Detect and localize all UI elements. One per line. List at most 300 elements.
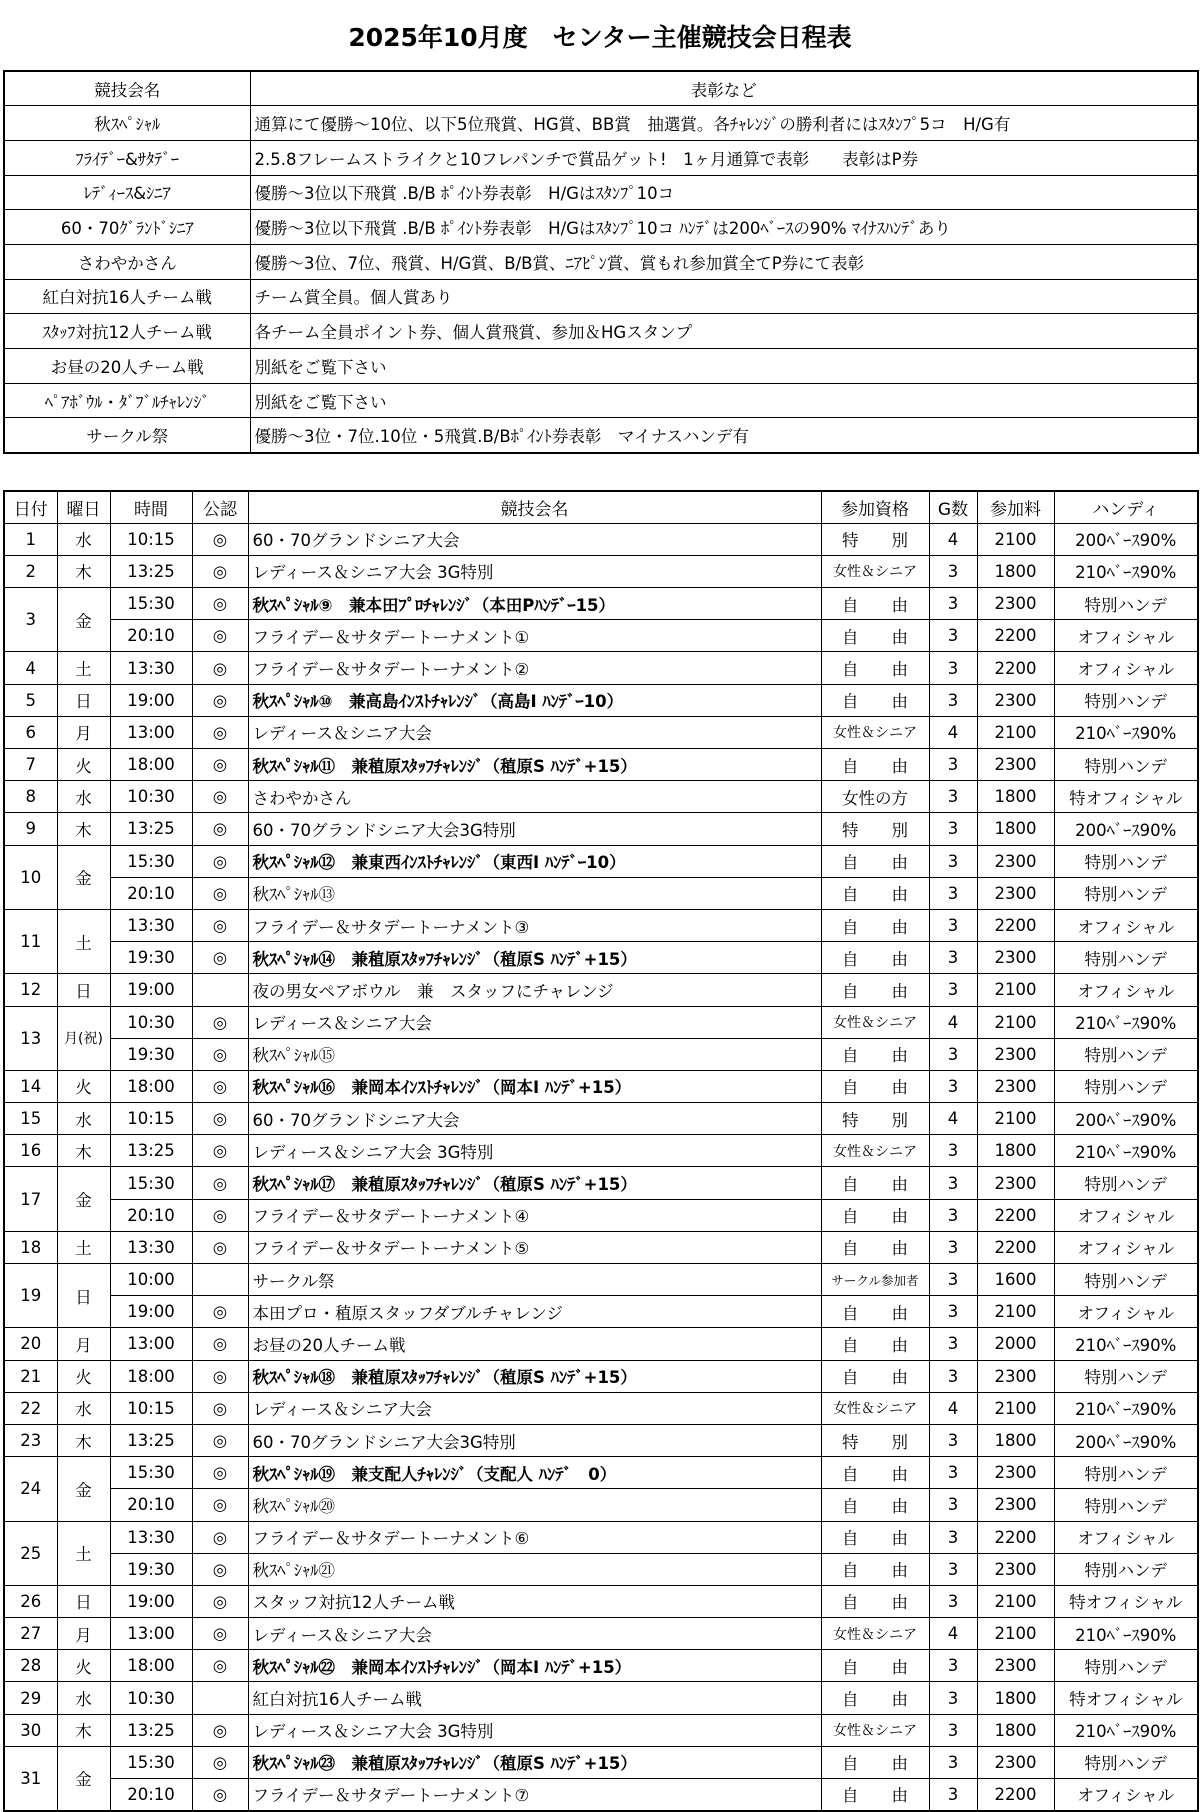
official-mark: ◎ [192,845,248,877]
official-mark: ◎ [192,1135,248,1167]
fee: 1800 [977,813,1054,845]
awards-row [4,244,1198,279]
award-description: 優勝～3位以下飛賞 .B/B ﾎﾟｲﾝﾄ券表彰 H/Gはｽﾀﾝﾌﾟ10コ ﾊﾝﾃﾞは200ﾍﾞｰｽの90% ﾏｲﾅｽﾊﾝﾃﾞあり [250,210,1198,245]
awards-row [4,106,1198,141]
event-name: 60・70グランドシニア大会 [248,1103,821,1135]
event-time: 13:25 [110,1714,192,1746]
fee: 2300 [977,1038,1054,1070]
handicap: 特別ハンデ [1054,588,1198,620]
event-time: 20:10 [110,877,192,909]
games: 3 [929,652,977,684]
day-of-week: 火 [57,1360,110,1392]
event-name: 秋ｽﾍﾟｼｬﾙ㉑ [248,1553,821,1585]
official-mark: ◎ [192,1650,248,1682]
handicap: 210ﾍﾞｰｽ90% [1054,716,1198,748]
day-of-week: 金 [57,588,110,652]
games: 3 [929,1746,977,1778]
day-date: 21 [4,1360,57,1392]
qualification: 自 由 [821,1521,929,1553]
official-mark [192,1682,248,1714]
handicap: 200ﾍﾞｰｽ90% [1054,1424,1198,1456]
schedule-row [4,1714,1198,1746]
awards-table [3,70,1199,454]
official-mark: ◎ [192,1618,248,1650]
qualification: 特 別 [821,523,929,555]
header-qualification: 参加資格 [821,491,929,523]
handicap: 210ﾍﾞｰｽ90% [1054,1714,1198,1746]
handicap: 210ﾍﾞｰｽ90% [1054,1006,1198,1038]
event-time: 19:00 [110,974,192,1006]
event-name: 秋ｽﾍﾟｼｬﾙ⑰ 兼稙原ｽﾀｯﾌﾁｬﾚﾝｼﾞ（稙原S ﾊﾝﾃﾞ+15） [248,1167,821,1199]
handicap: 特オフィシャル [1054,1585,1198,1617]
event-name: フライデー＆サタデートーナメント④ [248,1199,821,1231]
day-of-week: 水 [57,1103,110,1135]
qualification: 自 由 [821,1360,929,1392]
handicap: 特別ハンデ [1054,684,1198,716]
fee: 2300 [977,1650,1054,1682]
day-of-week: 金 [57,1167,110,1231]
fee: 1800 [977,1135,1054,1167]
day-of-week: 木 [57,1135,110,1167]
official-mark [192,974,248,1006]
fee: 2300 [977,684,1054,716]
qualification: 自 由 [821,1296,929,1328]
official-mark: ◎ [192,1199,248,1231]
fee: 2100 [977,523,1054,555]
official-mark: ◎ [192,942,248,974]
handicap: オフィシャル [1054,1779,1198,1811]
event-name: レディース＆シニア大会 [248,1392,821,1424]
qualification: 特 別 [821,813,929,845]
schedule-row [4,620,1198,652]
qualification: 自 由 [821,652,929,684]
qualification: 自 由 [821,1682,929,1714]
award-event-name: ﾍﾟｱﾎﾞｳﾙ・ﾀﾞﾌﾞﾙﾁｬﾚﾝｼﾞ [4,383,250,418]
games: 4 [929,1392,977,1424]
qualification: 自 由 [821,1553,929,1585]
fee: 2300 [977,845,1054,877]
official-mark: ◎ [192,652,248,684]
official-mark: ◎ [192,909,248,941]
event-name: レディース＆シニア大会 [248,1618,821,1650]
games: 3 [929,1070,977,1102]
award-event-name: 紅白対抗16人チーム戦 [4,279,250,314]
award-event-name: 秋ｽﾍﾟｼｬﾙ [4,106,250,141]
official-mark: ◎ [192,1038,248,1070]
schedule-row [4,1103,1198,1135]
games: 4 [929,1006,977,1038]
fee: 1800 [977,1682,1054,1714]
award-description: 2.5.8フレームストライクと10フレパンチで賞品ゲット! 1ヶ月通算で表彰 表彰はP券 [250,140,1198,175]
games: 3 [929,1264,977,1296]
day-date: 24 [4,1457,57,1521]
event-name: さわやかさん [248,781,821,813]
games: 3 [929,588,977,620]
day-of-week: 水 [57,781,110,813]
games: 3 [929,1682,977,1714]
header-date: 日付 [4,491,57,523]
event-time: 10:15 [110,1392,192,1424]
event-name: 秋ｽﾍﾟｼｬﾙ⑮ [248,1038,821,1070]
fee: 2300 [977,877,1054,909]
schedule-row [4,1167,1198,1199]
day-date: 10 [4,845,57,909]
fee: 2300 [977,1457,1054,1489]
qualification: 自 由 [821,942,929,974]
games: 3 [929,1585,977,1617]
fee: 1800 [977,555,1054,587]
games: 3 [929,1231,977,1263]
official-mark: ◎ [192,1521,248,1553]
official-mark: ◎ [192,877,248,909]
day-of-week: 火 [57,749,110,781]
fee: 2200 [977,1779,1054,1811]
event-time: 13:30 [110,1521,192,1553]
award-event-name: ﾚﾃﾞｨｰｽ&ｼﾆｱ [4,175,250,210]
page-title: 2025年10月度 センター主催競技会日程表 [348,23,852,52]
qualification: 自 由 [821,1746,929,1778]
schedule-row [4,1489,1198,1521]
event-name: レディース＆シニア大会 3G特別 [248,1135,821,1167]
day-date: 26 [4,1585,57,1617]
handicap: 210ﾍﾞｰｽ90% [1054,1328,1198,1360]
day-date: 16 [4,1135,57,1167]
day-of-week: 土 [57,1231,110,1263]
qualification: 自 由 [821,1070,929,1102]
games: 3 [929,1328,977,1360]
qualification: 女性＆シニア [821,1618,929,1650]
games: 3 [929,749,977,781]
official-mark: ◎ [192,813,248,845]
awards-header-name: 競技会名 [4,71,250,106]
event-name: 秋ｽﾍﾟｼｬﾙ⑬ [248,877,821,909]
qualification: 自 由 [821,1489,929,1521]
header-time: 時間 [110,491,192,523]
fee: 2200 [977,620,1054,652]
official-mark: ◎ [192,684,248,716]
fee: 2100 [977,1618,1054,1650]
award-event-name: サークル祭 [4,418,250,453]
games: 3 [929,1424,977,1456]
fee: 1800 [977,1714,1054,1746]
official-mark: ◎ [192,1167,248,1199]
qualification: 自 由 [821,909,929,941]
handicap: 210ﾍﾞｰｽ90% [1054,1135,1198,1167]
event-time: 13:00 [110,716,192,748]
handicap: 特別ハンデ [1054,1553,1198,1585]
games: 3 [929,813,977,845]
event-name: お昼の20人チーム戦 [248,1328,821,1360]
qualification: 女性＆シニア [821,555,929,587]
schedule-row [4,1585,1198,1617]
event-name: 秋ｽﾍﾟｼｬﾙ⑪ 兼稙原ｽﾀｯﾌﾁｬﾚﾝｼﾞ（稙原S ﾊﾝﾃﾞ+15） [248,749,821,781]
qualification: 女性＆シニア [821,1135,929,1167]
day-date: 30 [4,1714,57,1746]
schedule-row [4,684,1198,716]
qualification: 自 由 [821,1650,929,1682]
event-name: サークル祭 [248,1264,821,1296]
schedule-row [4,813,1198,845]
awards-row [4,279,1198,314]
fee: 1800 [977,781,1054,813]
awards-row [4,210,1198,245]
day-of-week: 月 [57,716,110,748]
event-time: 20:10 [110,620,192,652]
event-time: 13:30 [110,909,192,941]
official-mark: ◎ [192,1489,248,1521]
header-event: 競技会名 [248,491,821,523]
event-time: 10:15 [110,523,192,555]
games: 3 [929,1489,977,1521]
event-name: レディース＆シニア大会 3G特別 [248,1714,821,1746]
handicap: オフィシャル [1054,1521,1198,1553]
games: 3 [929,684,977,716]
header-handicap: ハンディ [1054,491,1198,523]
award-event-name: お昼の20人チーム戦 [4,349,250,384]
handicap: オフィシャル [1054,1231,1198,1263]
handicap: オフィシャル [1054,620,1198,652]
qualification: 自 由 [821,845,929,877]
games: 3 [929,1650,977,1682]
fee: 2300 [977,1489,1054,1521]
games: 3 [929,1167,977,1199]
handicap: 特オフィシャル [1054,1682,1198,1714]
qualification: 自 由 [821,1457,929,1489]
schedule-row [4,1779,1198,1811]
event-time: 15:30 [110,1457,192,1489]
schedule-row [4,1264,1198,1296]
games: 3 [929,1038,977,1070]
day-of-week: 日 [57,1264,110,1328]
official-mark: ◎ [192,555,248,587]
schedule-row [4,1457,1198,1489]
day-of-week: 金 [57,1457,110,1521]
day-date: 15 [4,1103,57,1135]
official-mark: ◎ [192,1553,248,1585]
event-time: 13:00 [110,1328,192,1360]
qualification: 特 別 [821,1103,929,1135]
schedule-header-row [4,491,1198,523]
day-of-week: 土 [57,652,110,684]
handicap: 特別ハンデ [1054,1167,1198,1199]
fee: 2300 [977,1360,1054,1392]
schedule-row [4,1360,1198,1392]
games: 3 [929,1779,977,1811]
event-name: 秋ｽﾍﾟｼｬﾙ⑫ 兼東西ｲﾝｽﾄﾁｬﾚﾝｼﾞ（東西I ﾊﾝﾃﾞｰ10） [248,845,821,877]
award-description: 優勝～3位・7位.10位・5飛賞.B/Bﾎﾟｲﾝﾄ券表彰 マイナスハンデ有 [250,418,1198,453]
schedule-row [4,974,1198,1006]
schedule-row [4,716,1198,748]
handicap: 特別ハンデ [1054,1264,1198,1296]
award-event-name: さわやかさん [4,244,250,279]
schedule-row [4,1296,1198,1328]
awards-row [4,418,1198,453]
schedule-row [4,1070,1198,1102]
day-date: 13 [4,1006,57,1070]
event-time: 13:00 [110,1618,192,1650]
official-mark: ◎ [192,749,248,781]
handicap: オフィシャル [1054,1296,1198,1328]
fee: 2100 [977,1103,1054,1135]
official-mark: ◎ [192,523,248,555]
qualification: 自 由 [821,974,929,1006]
fee: 2300 [977,942,1054,974]
qualification: 自 由 [821,684,929,716]
schedule-table [3,490,1199,1812]
fee: 2300 [977,1746,1054,1778]
qualification: 特 別 [821,1424,929,1456]
qualification: 自 由 [821,1585,929,1617]
official-mark: ◎ [192,620,248,652]
event-time: 15:30 [110,1167,192,1199]
award-description: 別紙をご覧下さい [250,349,1198,384]
event-name: 秋ｽﾍﾟｼｬﾙ⑨ 兼本田ﾌﾟﾛﾁｬﾚﾝｼﾞ（本田Pﾊﾝﾃﾞｰ15） [248,588,821,620]
event-time: 19:00 [110,684,192,716]
handicap: オフィシャル [1054,909,1198,941]
event-time: 15:30 [110,588,192,620]
fee: 2300 [977,1553,1054,1585]
event-time: 15:30 [110,1746,192,1778]
fee: 2000 [977,1328,1054,1360]
official-mark: ◎ [192,1006,248,1038]
schedule-row [4,1199,1198,1231]
event-time: 10:30 [110,1682,192,1714]
day-date: 5 [4,684,57,716]
day-date: 3 [4,588,57,652]
event-name: 60・70グランドシニア大会3G特別 [248,813,821,845]
event-name: 60・70グランドシニア大会 [248,523,821,555]
qualification: 女性の方 [821,781,929,813]
qualification: 女性＆シニア [821,716,929,748]
event-name: フライデー＆サタデートーナメント① [248,620,821,652]
event-name: 秋ｽﾍﾟｼｬﾙ⑯ 兼岡本ｲﾝｽﾄﾁｬﾚﾝｼﾞ（岡本I ﾊﾝﾃﾞ+15） [248,1070,821,1102]
day-date: 8 [4,781,57,813]
event-name: 秋ｽﾍﾟｼｬﾙ⑳ [248,1489,821,1521]
games: 4 [929,1618,977,1650]
award-description: 各チーム全員ポイント券、個人賞飛賞、参加＆HGスタンプ [250,314,1198,349]
day-of-week: 木 [57,555,110,587]
schedule-row [4,588,1198,620]
event-time: 10:30 [110,1006,192,1038]
event-name: 秋ｽﾍﾟｼｬﾙ⑱ 兼稙原ｽﾀｯﾌﾁｬﾚﾝｼﾞ（稙原S ﾊﾝﾃﾞ+15） [248,1360,821,1392]
games: 3 [929,974,977,1006]
schedule-row [4,845,1198,877]
event-time: 10:15 [110,1103,192,1135]
games: 3 [929,1553,977,1585]
qualification: 自 由 [821,1199,929,1231]
official-mark: ◎ [192,1070,248,1102]
fee: 1600 [977,1264,1054,1296]
day-date: 25 [4,1521,57,1585]
handicap: オフィシャル [1054,652,1198,684]
event-time: 19:00 [110,1296,192,1328]
handicap: 210ﾍﾞｰｽ90% [1054,1392,1198,1424]
fee: 2300 [977,588,1054,620]
header-dow: 曜日 [57,491,110,523]
event-name: フライデー＆サタデートーナメント② [248,652,821,684]
official-mark: ◎ [192,1424,248,1456]
schedule-row [4,942,1198,974]
schedule-row [4,1650,1198,1682]
day-of-week: 日 [57,684,110,716]
schedule-row [4,1231,1198,1263]
games: 3 [929,942,977,974]
games: 3 [929,620,977,652]
day-date: 23 [4,1424,57,1456]
handicap: 200ﾍﾞｰｽ90% [1054,523,1198,555]
day-of-week: 金 [57,845,110,909]
schedule-row [4,652,1198,684]
qualification: サークル参加者 [821,1264,929,1296]
event-name: フライデー＆サタデートーナメント③ [248,909,821,941]
award-description: 通算にて優勝～10位、以下5位飛賞、HG賞、BB賞 抽選賞。各ﾁｬﾚﾝｼﾞの勝利者にはｽﾀﾝﾌﾟ5コ H/G有 [250,106,1198,141]
qualification: 女性＆シニア [821,1714,929,1746]
event-time: 20:10 [110,1779,192,1811]
event-name: 秋ｽﾍﾟｼｬﾙ⑲ 兼支配人ﾁｬﾚﾝｼﾞ（支配人 ﾊﾝﾃﾞ 0） [248,1457,821,1489]
official-mark: ◎ [192,1714,248,1746]
schedule-row [4,749,1198,781]
fee: 2100 [977,1296,1054,1328]
handicap: 特別ハンデ [1054,942,1198,974]
header-fee: 参加料 [977,491,1054,523]
day-date: 29 [4,1682,57,1714]
event-name: 紅白対抗16人チーム戦 [248,1682,821,1714]
fee: 2200 [977,1231,1054,1263]
event-name: 秋ｽﾍﾟｼｬﾙ⑭ 兼稙原ｽﾀｯﾌﾁｬﾚﾝｼﾞ（稙原S ﾊﾝﾃﾞ+15） [248,942,821,974]
event-name: 秋ｽﾍﾟｼｬﾙ⑩ 兼高島ｲﾝｽﾄﾁｬﾚﾝｼﾞ（高島I ﾊﾝﾃﾞｰ10） [248,684,821,716]
event-name: 本田プロ・稙原スタッフダブルチャレンジ [248,1296,821,1328]
qualification: 女性＆シニア [821,1392,929,1424]
handicap: オフィシャル [1054,974,1198,1006]
day-date: 7 [4,749,57,781]
official-mark: ◎ [192,1746,248,1778]
games: 3 [929,1296,977,1328]
fee: 2300 [977,749,1054,781]
qualification: 自 由 [821,877,929,909]
award-description: 別紙をご覧下さい [250,383,1198,418]
awards-header-row [4,71,1198,106]
award-description: 優勝～3位以下飛賞 .B/B ﾎﾟｲﾝﾄ券表彰 H/Gはｽﾀﾝﾌﾟ10コ [250,175,1198,210]
handicap: 210ﾍﾞｰｽ90% [1054,1618,1198,1650]
handicap: 特別ハンデ [1054,1038,1198,1070]
day-date: 17 [4,1167,57,1231]
games: 3 [929,877,977,909]
event-time: 19:30 [110,1038,192,1070]
event-name: レディース＆シニア大会 [248,1006,821,1038]
event-time: 13:25 [110,1424,192,1456]
official-mark: ◎ [192,1360,248,1392]
games: 4 [929,1103,977,1135]
day-date: 27 [4,1618,57,1650]
schedule-row [4,1682,1198,1714]
event-time: 18:00 [110,749,192,781]
fee: 2100 [977,1585,1054,1617]
event-name: レディース＆シニア大会 3G特別 [248,555,821,587]
event-time: 19:30 [110,1553,192,1585]
schedule-row [4,1746,1198,1778]
games: 3 [929,1199,977,1231]
handicap: オフィシャル [1054,1199,1198,1231]
games: 4 [929,716,977,748]
event-time: 19:00 [110,1585,192,1617]
handicap: 200ﾍﾞｰｽ90% [1054,813,1198,845]
handicap: 特別ハンデ [1054,1457,1198,1489]
event-name: 60・70グランドシニア大会3G特別 [248,1424,821,1456]
schedule-row [4,1392,1198,1424]
schedule-row [4,1553,1198,1585]
handicap: 特別ハンデ [1054,1489,1198,1521]
games: 3 [929,1714,977,1746]
